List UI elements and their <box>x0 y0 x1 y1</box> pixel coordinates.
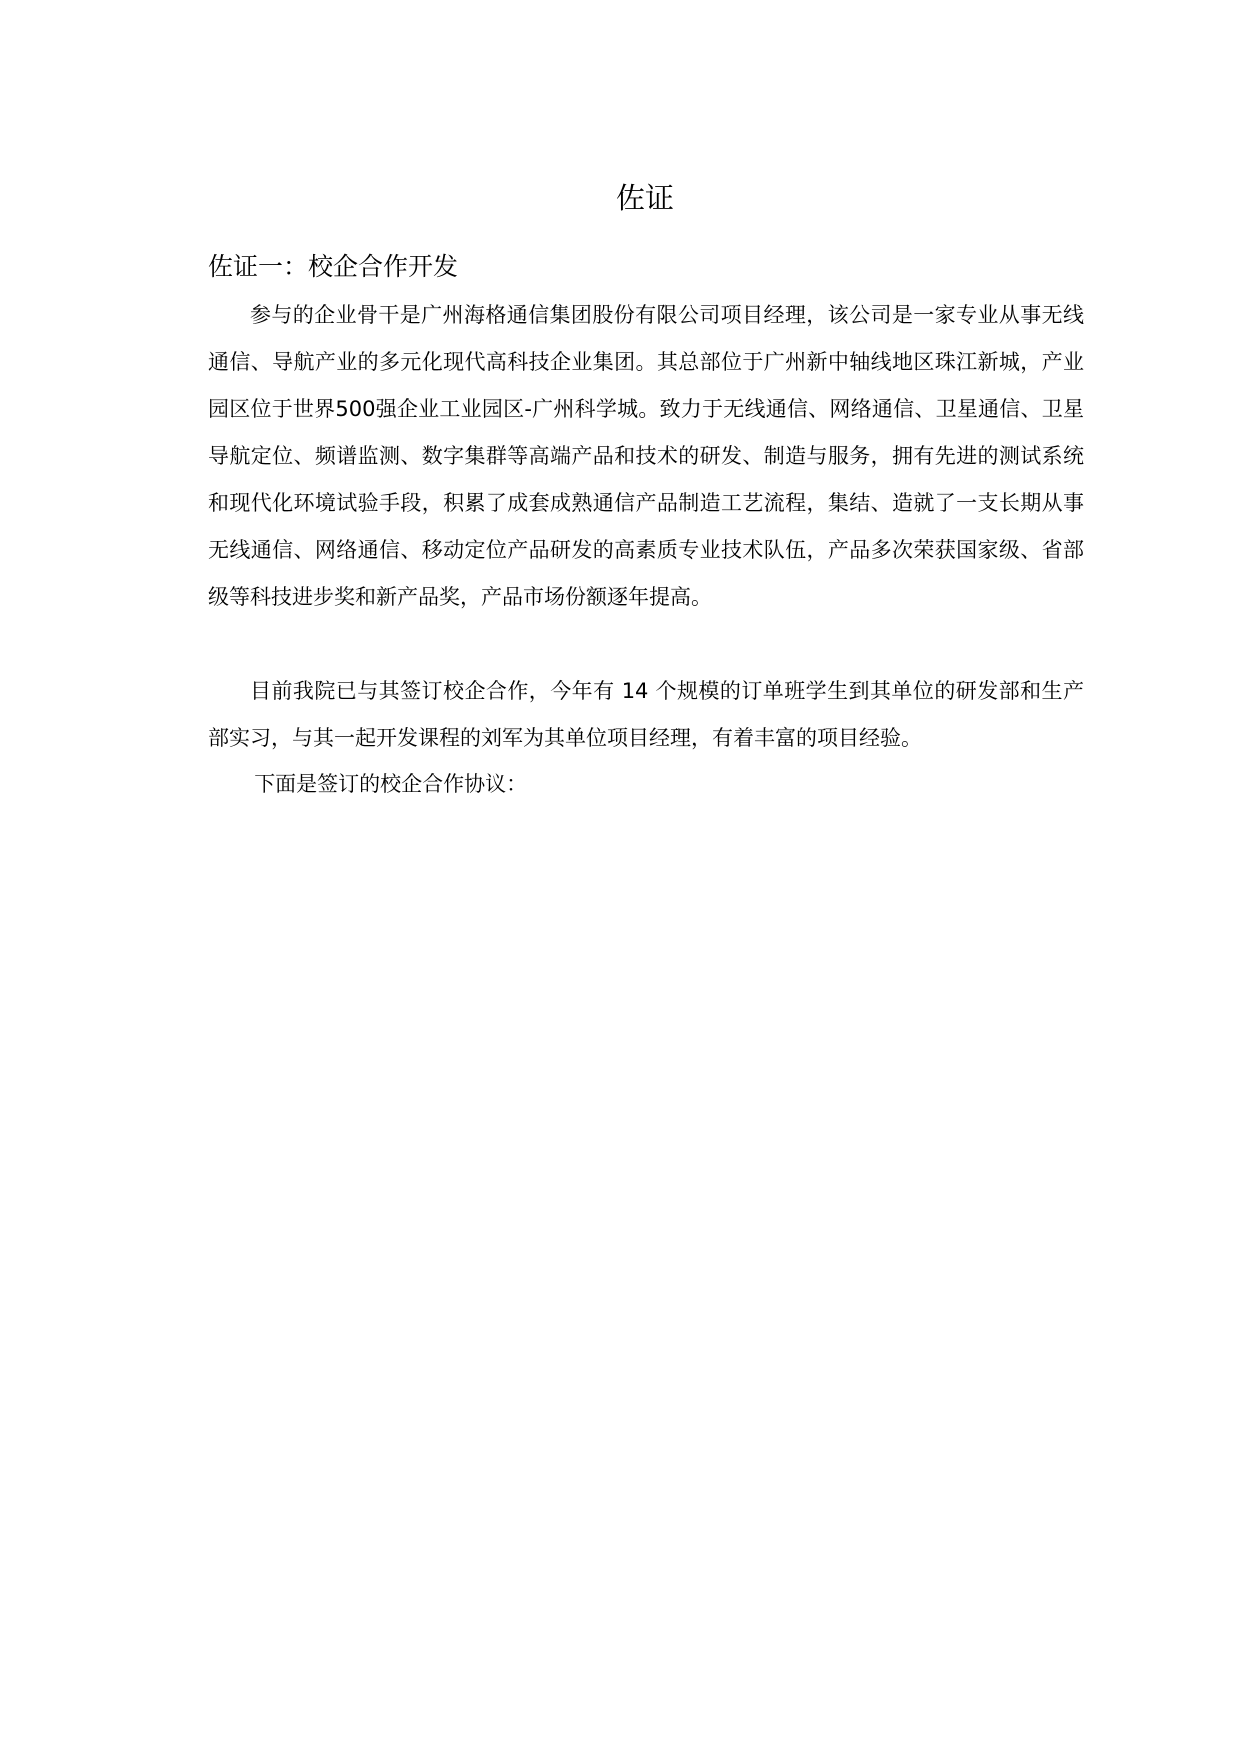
section-heading: 佐证一：校企合作开发 <box>208 252 459 281</box>
paragraph-agreement-intro: 下面是签订的校企合作协议： <box>254 772 528 796</box>
paragraph-company-intro: 参与的企业骨干是广州海格通信集团股份有限公司项目经理，该公司是一家专业从事无线通信、导航产业的多元化现代高科技企业集团。其总部位于广州新中轴线地区珠江新城，产业园区位于世界500强企业工业园区-广州科学城。致力于无线通信、网络通信、卫星通信、卫星导航定位、频谱监测、数字集群等高端产品和技术的研发、制造与服务，拥有先进的测试系统和现代化环境试验手段，积累了成套成熟通信产品制造工艺流程，集结、造就了一支长期从事无线通信、网络通信、移动定位产品研发的高素质专业技术队伍，产品多次荣获国家级、省部级等科技进步奖和新产品奖，产品市场份额逐年提高。 <box>208 303 1084 609</box>
paragraph-cooperation: 目前我院已与其签订校企合作，今年有 14 个规模的订单班学生到其单位的研发部和生产部实习，与其一起开发课程的刘军为其单位项目经理，有着丰富的项目经验。 <box>208 679 1084 750</box>
page-title: 佐证 <box>615 181 674 215</box>
